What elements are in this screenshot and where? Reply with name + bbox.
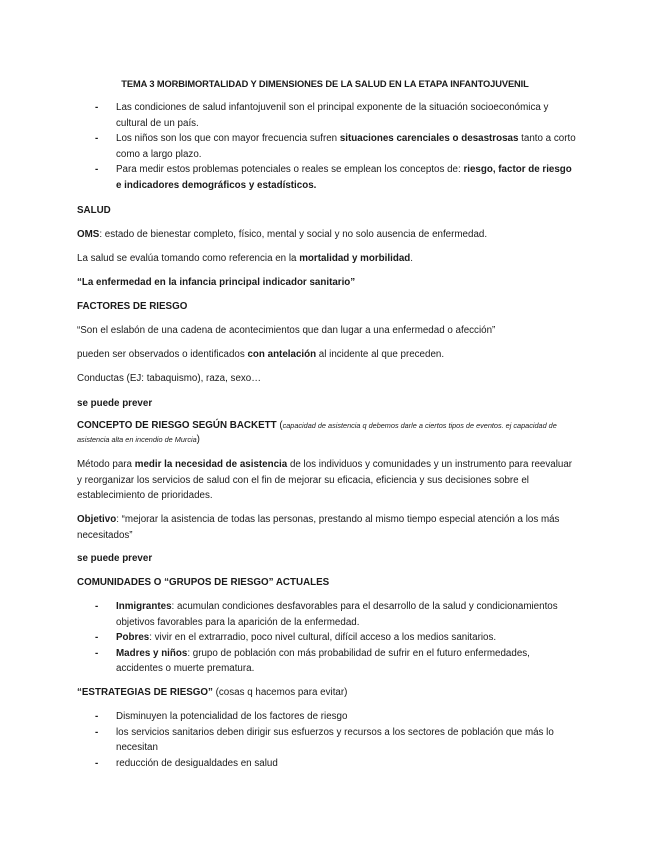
comunidades-list	[77, 599, 577, 677]
estrategias-section	[77, 709, 577, 771]
objetivo-text: : “mejorar la asistencia de todas las personas, prestando al mismo tiempo especial atención a los más necesitados”	[77, 514, 560, 541]
observados-text: pueden ser observados o identificados	[77, 349, 248, 360]
list-item-text: Los niños son los que con mayor frecuencia sufren	[116, 133, 340, 144]
objetivo-label: Objetivo	[77, 514, 117, 525]
list-item	[77, 100, 577, 131]
estrategias-heading-text: “ESTRATEGIAS DE RIESGO”	[77, 687, 213, 698]
list-item-bold: situaciones carenciales o desastrosas	[339, 133, 519, 144]
list-item-text: : acumulan condiciones desfavorables para el desarrollo de la salud y condicionamientos objetivos favorables para la aparición de la enfermedad.	[116, 601, 558, 628]
backett-heading	[77, 419, 577, 447]
oms-text: : estado de bienestar completo, físico, mental y social y no solo ausencia de enfermedad.	[99, 229, 488, 240]
list-item-text: Para medir estos problemas potenciales o reales se emplean los conceptos de:	[116, 164, 464, 175]
estrategias-note: (cosas q hacemos para evitar)	[212, 687, 348, 698]
evaluacion-text: La salud se evalúa tomando como referencia en la	[77, 253, 300, 264]
factores-quote: “Son el eslabón de una cadena de acontecimientos que dan lugar a una enfermedad o afección”	[77, 325, 496, 336]
intro-section	[77, 100, 577, 193]
metodo-text-end: de los individuos y comunidades y un instrumento para reevaluar y reorganizar los servicios de salud con el fin de mejorar su eficacia, eficiencia y sus decisiones sobre el establecimiento de prioridades.	[77, 459, 573, 501]
oms-label: OMS	[77, 229, 100, 240]
list-item-text: Las condiciones de salud infantojuvenil son el principal exponente de la situación socioeconómica y cultural de un país.	[116, 102, 549, 129]
observados-paragraph	[77, 347, 577, 363]
comunidades-heading: COMUNIDADES O “GRUPOS DE RIESGO” ACTUALES	[77, 577, 330, 588]
oms-paragraph	[77, 227, 577, 243]
intro-list	[77, 100, 577, 193]
list-item-text: : grupo de población con más probabilidad de sufrir en el futuro enfermedades, accidentes o muerte prematura.	[116, 647, 530, 674]
estrategias-heading	[77, 685, 577, 701]
list-item: - reducción de desigualdades en salud	[77, 756, 577, 772]
backett-note: capacidad de asistencia q debemos darle a ciertos tipos de eventos. ej capacidad de asistencia alta en incendio de Murcia	[77, 421, 557, 444]
list-item-bold: riesgo, factor de riesgo e indicadores demográficos y estadísticos.	[116, 164, 572, 191]
evaluacion-text-end: .	[410, 253, 413, 264]
list-item: - Disminuyen la potencialidad de los factores de riesgo	[77, 709, 577, 725]
list-item	[77, 162, 577, 193]
list-item: - los servicios sanitarios deben dirigir sus esfuerzos y recursos a los sectores de población que más lo necesitan	[77, 725, 577, 756]
list-item-text: : vivir en el extrarradio, poco nivel cultural, difícil acceso a los medios sanitarios.	[149, 632, 497, 643]
list-item-bold: Pobres	[116, 632, 150, 643]
list-item	[77, 599, 577, 630]
list-item-bold: Madres y niños	[116, 647, 188, 659]
factores-heading: FACTORES DE RIESGO	[77, 301, 188, 312]
conductas-paragraph: Conductas (EJ: tabaquismo), raza, sexo…	[77, 373, 262, 384]
list-item-bold: Inmigrantes	[116, 601, 172, 612]
metodo-text: Método para	[77, 459, 135, 470]
observados-bold: con antelación	[247, 349, 317, 360]
backett-paren-close: )	[196, 434, 200, 445]
comunidades-section	[77, 599, 577, 677]
backett-paren-open: (	[276, 420, 283, 431]
list-item	[77, 630, 577, 646]
metodo-paragraph	[77, 457, 577, 504]
list-item	[77, 131, 577, 162]
evaluacion-bold: mortalidad y morbilidad	[299, 253, 411, 264]
estrategias-list	[77, 709, 577, 771]
metodo-bold: medir la necesidad de asistencia	[134, 459, 288, 470]
page-title: TEMA 3 MORBIMORTALIDAD Y DIMENSIONES DE LA SALUD EN LA ETAPA INFANTOJUVENIL	[121, 79, 529, 89]
observados-text-end: al incidente al que preceden.	[316, 349, 445, 360]
objetivo-paragraph	[77, 512, 577, 543]
backett-heading-text: CONCEPTO DE RIESGO SEGÚN BACKETT	[77, 420, 277, 431]
prever-label-1: se puede prever	[77, 398, 153, 409]
prever-label-2: se puede prever	[77, 553, 153, 564]
evaluacion-paragraph	[77, 251, 577, 267]
salud-heading: SALUD	[77, 205, 111, 216]
list-item	[77, 646, 577, 677]
list-item-text: tanto a corto como a largo plazo.	[116, 133, 576, 160]
salud-quote: “La enfermedad en la infancia principal indicador sanitario”	[77, 277, 356, 288]
